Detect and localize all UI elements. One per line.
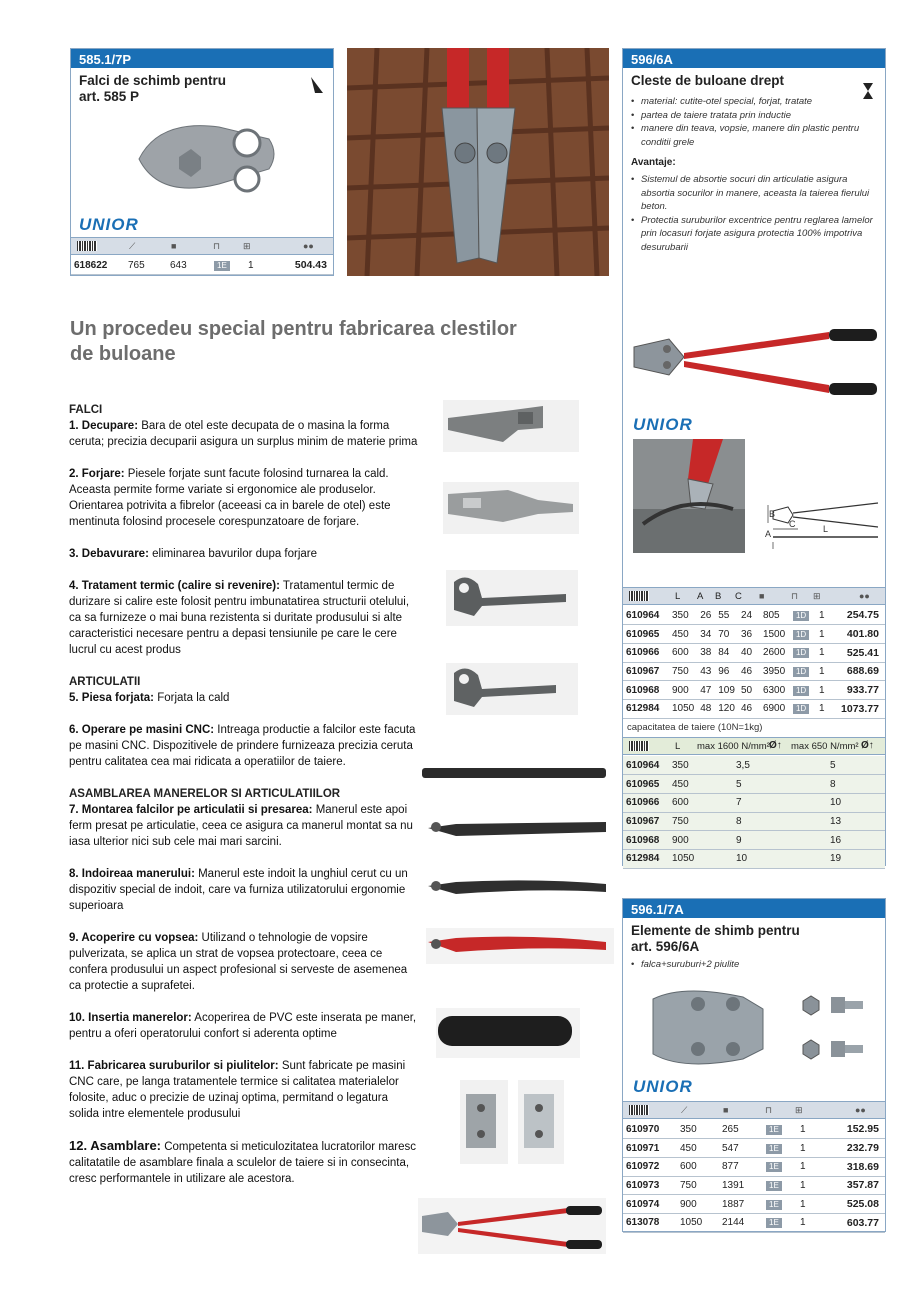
table-row: 610971 450 547 1E 1 232.79	[623, 1139, 885, 1158]
cutting-capacity-title: capacitatea de taiere (10N=1kg)	[627, 722, 763, 733]
capacity-header: L max 1600 N/mm² Ø↑ max 650 N/mm² Ø↑	[623, 737, 885, 755]
barcode-icon	[629, 741, 649, 751]
spec-icon-row	[71, 237, 333, 255]
dim-label-c: C	[789, 519, 796, 529]
price-table	[623, 1120, 885, 1233]
table-row: 610967 750 43 96 46 3950 1D 1 688.69	[623, 662, 885, 681]
price-table	[623, 606, 885, 719]
step-4: 4. Tratament termic (calire si revenire): Tratamentul termic de durizare si calire este folosit pentru imbunatatirea structurii otelului, ca sa furnizeze o mai buna rezistenta si duritate produsului si alte caracteristici necesare pentru a depasi tensiunile pe care le cere lucrul cu acest produs	[69, 580, 410, 656]
package-badge: 1D	[793, 667, 809, 677]
table-row: 618622 765 643 1E 1 504.43	[71, 256, 333, 275]
price-icon: ●●	[855, 1105, 866, 1115]
process-image-handle-pressed	[426, 814, 608, 844]
table-row: 610965 450 5 8	[623, 775, 885, 794]
price-icon: ●●	[859, 591, 870, 601]
package-badge: 1D	[793, 630, 809, 640]
process-image-grip	[436, 1008, 580, 1058]
table-row: 610970 350 265 1E 1 152.95	[623, 1120, 885, 1139]
process-image-articulation	[446, 663, 578, 715]
unior-logo: UNIOR	[633, 1077, 693, 1096]
unior-logo: UNIOR	[79, 215, 139, 234]
process-image-final-tool	[418, 1198, 606, 1254]
barcode-icon	[629, 1105, 649, 1115]
price-icon: ●●	[303, 241, 314, 251]
step-2: 2. Forjare: Piesele forjate sunt facute folosind turnarea la cald. Aceasta permite forme variate si ergonomice ale produselor. Orientarea potrivita a fibrelor (aceeasi ca in barele de otel) este mentinuta folosind procesele corespunzatoare de forjare.	[69, 468, 391, 528]
rebar-cutting-photo	[347, 48, 609, 276]
table-row: 610966 600 7 10	[623, 793, 885, 812]
step-1: 1. Decupare: Bara de otel este decupata de o masina la forma ceruta; precizia decuparii asigura un surplus minim de materie prima	[69, 420, 418, 448]
table-row: 613078 1050 2144 1E 1 603.77	[623, 1213, 885, 1232]
step-6: 6. Operare pe masini CNC: Intreaga productie a falcilor este facuta pe masini CNC. Dispozitivele de prindere furnizeaza precizia ceruta pentru calitatea cea mai ridicata a operatiilor de taiere.	[69, 724, 416, 768]
weight-icon: ■	[759, 591, 765, 601]
package-badge: 1D	[793, 704, 809, 714]
table-row: 610972 600 877 1E 1 318.69	[623, 1157, 885, 1176]
advantages-title: Avantaje:	[631, 157, 676, 168]
product-code: 596.1/7A	[623, 899, 885, 918]
step-11: 11. Fabricarea suruburilor si piulitelor: Sunt fabricate pe masini CNC care, pe langa tratamentele termice si calitatea materialelor folosite, aduc o precizie de uzinaj optima, permitand o legatura solida intre elementele produsului	[69, 1060, 406, 1120]
length-icon: ⟋	[129, 241, 136, 251]
process-image-cut-blank	[443, 400, 579, 452]
diameter-icon: Ø↑	[769, 740, 782, 751]
product-box-5961	[622, 898, 886, 1232]
package-badge: 1E	[766, 1162, 782, 1172]
section-heading: FALCI	[69, 404, 103, 416]
product-title: Cleste de buloane drept	[631, 73, 785, 88]
product-title-line1: Falci de schimb pentru	[79, 73, 227, 88]
package-badge: 1E	[766, 1125, 782, 1135]
jaw-image	[129, 99, 279, 214]
section-heading: ARTICULATII	[69, 676, 141, 688]
product-code: 596/6A	[623, 49, 885, 68]
process-image-handle-painted	[426, 928, 614, 964]
process-image-bolts	[460, 1080, 564, 1164]
main-title: Un procedeu special pentru fabricarea clestilor de buloane	[70, 318, 517, 365]
quantity-icon: ⊞	[813, 591, 821, 601]
cutting-photo	[633, 439, 745, 553]
product-box-585	[70, 48, 334, 276]
dimension-diagram	[763, 497, 883, 553]
step-9: 9. Acoperire cu vopsea: Utilizand o tehnologie de vopsire pulverizata, se aplica un strat de vopsea protectoare, ceea ce confera produsului un aspect profesional si serveste de asemenea ca protectie a suprafetei.	[69, 932, 408, 992]
table-row: 610964 350 3,5 5	[623, 756, 885, 775]
product-title-line2: art. 596/6A	[631, 939, 700, 954]
step-8: 8. Indoireaa manerului: Manerul este indoit la unghiul cerut cu un dispozitiv special de indoit, care va furniza utilizatorului ergonomie superioara	[69, 868, 408, 912]
dim-label-b: B	[769, 509, 776, 519]
section-heading: ASAMBLAREA MANERELOR SI ARTICULATIILOR	[69, 788, 341, 800]
table-row: 610964 350 26 55 24 805 1D 1 254.75	[623, 606, 885, 625]
table-row: 610968 900 47 109 50 6300 1D 1 933.77	[623, 681, 885, 700]
package-icon: ⊓	[765, 1105, 773, 1115]
table-row: 610965 450 34 70 36 1500 1D 1 401.80	[623, 625, 885, 644]
dim-label-l: L	[823, 524, 829, 534]
step-10: 10. Insertia manerelor: Acoperirea de PVC este inserata pe maner, pentru a oferi operatorului confort si aderenta optime	[69, 1012, 417, 1040]
dim-label-a: A	[765, 529, 772, 539]
spec-icon-row	[623, 1101, 885, 1119]
package-badge: 1E	[766, 1181, 782, 1191]
table-row: 610966 600 38 84 40 2600 1D 1 525.41	[623, 643, 885, 662]
quantity-icon: ⊞	[795, 1105, 803, 1115]
table-row: 612984 1050 10 19	[623, 849, 885, 868]
table-row: 610967 750 8 13	[623, 812, 885, 831]
table-row: 612984 1050 48 120 46 6900 1D 1 1073.77	[623, 699, 885, 718]
package-badge: 1E	[766, 1218, 782, 1228]
weight-icon: ■	[171, 241, 177, 251]
product-box-596	[622, 48, 886, 866]
package-badge: 1D	[793, 686, 809, 696]
package-icon: ⊓	[213, 241, 221, 251]
jaw-type-icon	[309, 75, 325, 95]
replacement-parts-image	[643, 979, 873, 1074]
capacity-table	[623, 756, 885, 869]
product-title-line2: art. 585 P	[79, 89, 140, 104]
step-5: 5. Piesa forjata: Forjata la cald	[69, 692, 230, 704]
features-list: • material: cutite-otel special, forjat, tratate • partea de taiere tratata prin inductie • manere din teava, vopsie, manere din plastic pentru conditii grele Avantaje: • Sistemul de absortie socuri din articulatie asigura absortia socurilor in manere, aceasta la taierea fierului beton. • Protectia suruburilor excentrice pentru reglarea lamelor prin locasuri forjate asigura protectia 100% impotriva desurubarii	[623, 89, 885, 254]
process-image-forged	[443, 482, 579, 534]
process-image-handle-bent	[426, 872, 608, 902]
barcode-icon	[77, 241, 97, 251]
package-badge: 1D	[793, 648, 809, 658]
package-badge: 1D	[793, 611, 809, 621]
weight-icon: ■	[723, 1105, 729, 1115]
package-badge: 1E	[214, 261, 230, 271]
step-12: 12. Asamblare: Competenta si meticulozitatea lucratorilor maresc calitatatile de asamblare finala a sculelor de taiere si in consecinta, cresc performantele in utilizare ale acestora.	[69, 1138, 417, 1185]
product-title-line1: Elemente de shimb pentru	[631, 923, 800, 938]
package-badge: 1E	[766, 1144, 782, 1154]
barcode-icon	[629, 591, 649, 601]
price-table	[71, 256, 333, 275]
table-row: 610968 900 9 16	[623, 831, 885, 850]
process-description	[69, 402, 421, 1187]
package-icon: ⊓	[791, 591, 799, 601]
product-note: • falca+suruburi+2 piulite	[631, 958, 879, 972]
process-image-heat-treated	[446, 570, 578, 626]
quantity-icon: ⊞	[243, 241, 251, 251]
step-7: 7. Montarea falcilor pe articulatii si presarea: Manerul este apoi ferm presat pe articulatie, ceea ce asigura ca manerul montat sa nu iasa ulterior nici sub cele mai mari sarcini.	[69, 804, 413, 848]
table-row: 610973 750 1391 1E 1 357.87	[623, 1176, 885, 1195]
table-row: 610974 900 1887 1E 1 525.08	[623, 1195, 885, 1214]
length-icon: ⟋	[681, 1105, 688, 1115]
diameter-icon: Ø↑	[861, 740, 874, 751]
process-image-handle-tube	[420, 762, 608, 784]
package-badge: 1E	[766, 1200, 782, 1210]
step-3: 3. Debavurare: eliminarea bavurilor dupa forjare	[69, 548, 318, 560]
product-code: 585.1/7P	[71, 49, 333, 68]
spec-icon-row: L A B C ■ ⊓ ⊞ ●●	[623, 587, 885, 605]
unior-logo: UNIOR	[633, 415, 693, 434]
bolt-cutter-image	[629, 327, 884, 402]
